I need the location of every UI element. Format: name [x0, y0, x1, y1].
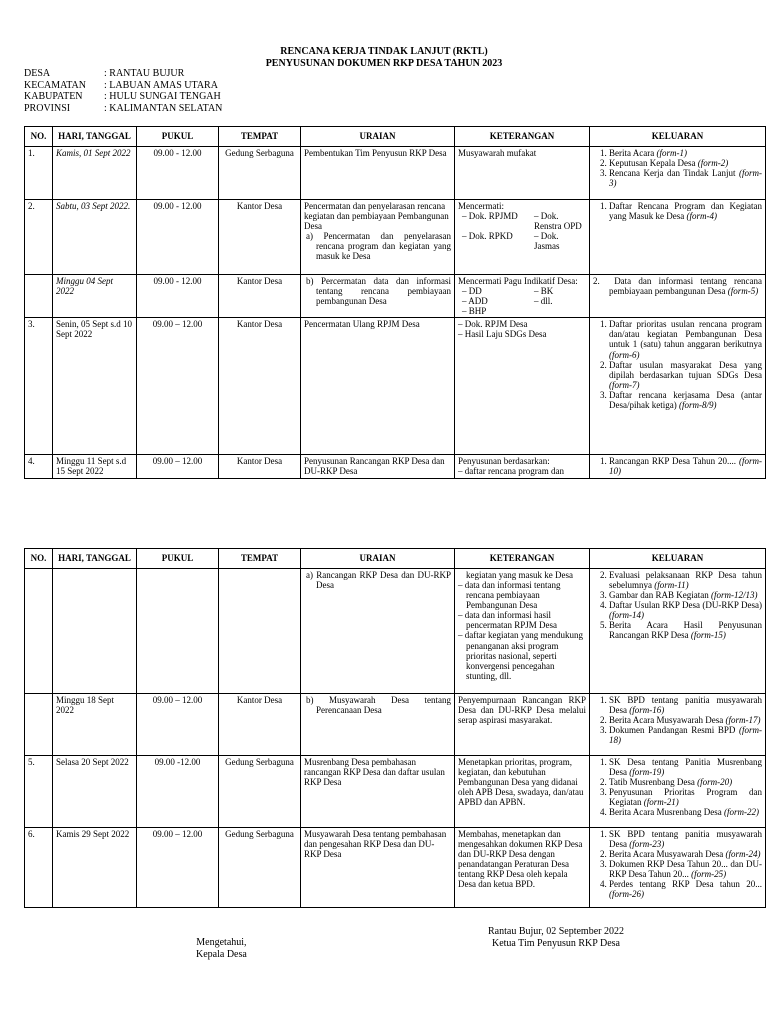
uraian-main: Pencermatan dan penyelarasan rencana kegiatan dan pembiayaan Pembangunan Desa [304, 201, 449, 232]
info-value: : KALIMANTAN SELATAN [104, 102, 223, 114]
keluaran-list [593, 829, 762, 900]
cell-keluaran [590, 828, 766, 908]
cell-tempat: Gedung Serbaguna [219, 828, 301, 908]
list-item: 1. SK BPD tentang panitia musyawarah Desa (form-16) [609, 695, 762, 715]
list-item: – daftar kegiatan yang mendukung penanganan aksi program prioritas nasional, seperti konvergensi pencegahan stunting, dll. [458, 630, 583, 681]
cell-no [25, 569, 53, 694]
document-title: RENCANA KERJA TINDAK LANJUT (RKTL) [280, 46, 488, 57]
uraian-sub: b) Percermatan data dan informasi tentang rencana pembiayaan pembangunan Desa [306, 276, 451, 307]
keterangan-list [458, 580, 586, 681]
keterangan-list [458, 319, 586, 339]
list-item: 2. Tatib Musrenbang Desa (form-20) [609, 777, 762, 787]
cell-no [25, 694, 53, 756]
list-item: 1. Rancangan RKP Desa Tahun 20.... (form-10) [609, 456, 762, 476]
header-pukul: PUKUL [137, 549, 219, 569]
header-uraian: URAIAN [301, 549, 455, 569]
list-item: 4. Perdes tentang RKP Desa tahun 20... (form-26) [609, 879, 762, 899]
cell-keluaran [590, 318, 766, 455]
header-hari-tanggal: HARI, TANGGAL [53, 127, 137, 147]
list-item: – data dan informasi tentang rencana pembiayaan Pembangunan Desa [458, 580, 561, 611]
cell-uraian: Pencermatan Ulang RPJM Desa [301, 318, 455, 455]
list-item: 2. Berita Acara Musyawarah Desa (form-24) [609, 849, 762, 859]
cell-pukul: 09.00 – 12.00 [137, 455, 219, 479]
cell-uraian: Musyawarah Desa tentang pembahasan dan pengesahan RKP Desa dan DU-RKP Desa [301, 828, 455, 908]
cell-keterangan [455, 318, 590, 455]
cell-tempat: Kantor Desa [219, 455, 301, 479]
info-label: KABUPATEN [24, 91, 83, 102]
cell-no: 6. [25, 828, 53, 908]
cell-keluaran [590, 694, 766, 756]
header-pukul: PUKUL [137, 127, 219, 147]
cell-tempat: Kantor Desa [219, 200, 301, 275]
cell-uraian: Pembentukan Tim Penyusun RKP Desa [301, 147, 455, 200]
keterangan-item: – dll. [534, 296, 553, 307]
cell-tempat: Kantor Desa [219, 275, 301, 318]
table-header-row [25, 127, 766, 147]
cell-tempat: Kantor Desa [219, 694, 301, 756]
cell-tempat [219, 569, 301, 694]
keterangan-item: kegiatan yang masuk ke Desa [466, 570, 573, 580]
cell-uraian [301, 200, 455, 275]
info-row-provinsi [24, 103, 222, 115]
list-item: 3. Rencana Kerja dan Tindak Lanjut (form-3) [609, 168, 762, 188]
cell-keterangan [455, 569, 590, 694]
cell-keluaran [590, 200, 766, 275]
keterangan-grid [458, 286, 586, 316]
list-item: 1. Daftar Rencana Program dan Kegiatan yang Masuk ke Desa (form-4) [609, 201, 762, 221]
table-row [25, 455, 766, 479]
signature-label: Mengetahui, [196, 937, 247, 948]
rktl-table-part-2 [24, 548, 766, 908]
info-row-kabupaten [24, 91, 222, 103]
signature-role: Kepala Desa [196, 948, 247, 960]
header-keterangan: KETERANGAN [455, 549, 590, 569]
header-keluaran: KELUARAN [590, 127, 766, 147]
cell-tempat: Gedung Serbaguna [219, 756, 301, 828]
cell-no: 5. [25, 756, 53, 828]
keterangan-grid [458, 211, 586, 251]
cell-hari: Sabtu, 03 Sept 2022. [53, 200, 137, 275]
cell-no: 4. [25, 455, 53, 479]
cell-uraian: Penyusunan Rancangan RKP Desa dan DU-RKP Desa [301, 455, 455, 479]
info-value: : RANTAU BUJUR [104, 68, 185, 79]
cell-keluaran [590, 147, 766, 200]
table-row [25, 756, 766, 828]
table-row [25, 318, 766, 455]
keterangan-head: Mencermati: [458, 201, 504, 211]
cell-hari: Kamis, 01 Sept 2022 [53, 147, 137, 200]
list-item: 5. Berita Acara Hasil Penyusunan Rancangan RKP Desa (form-15) [609, 620, 762, 640]
cell-pukul: 09.00 – 12.00 [137, 318, 219, 455]
cell-hari: Selasa 20 Sept 2022 [53, 756, 137, 828]
signature-role: Ketua Tim Penyusun RKP Desa [491, 937, 620, 949]
list-item: 2. Evaluasi pelaksanaan RKP Desa tahun sebelumnya (form-11) [609, 570, 762, 590]
cell-uraian: Musrenbang Desa pembahasan rancangan RKP Desa dan daftar usulan RKP Desa [301, 756, 455, 828]
keterangan-item: – Dok. RPKD [462, 231, 513, 242]
keluaran-list [593, 319, 762, 410]
cell-uraian [301, 275, 455, 318]
cell-keterangan: Penyempurnaan Rancangan RKP Desa dan DU-RKP Desa melalui serap aspirasi masyarakat. [455, 694, 590, 756]
info-label: DESA [24, 68, 51, 79]
table-row [25, 200, 766, 275]
cell-pukul: 09.00 - 12.00 [137, 147, 219, 200]
document-subtitle: PENYUSUNAN DOKUMEN RKP DESA TAHUN 2023 [265, 58, 503, 69]
signature-kepala-desa [196, 937, 247, 960]
cell-hari: Minggu 18 Sept 2022 [53, 694, 137, 756]
list-item: – Dok. RPJM Desa [458, 319, 528, 330]
cell-keluaran [590, 569, 766, 694]
list-item: 4. Berita Acara Musrenbang Desa (form-22) [609, 807, 762, 817]
table-row [25, 569, 766, 694]
cell-keterangan [455, 200, 590, 275]
rktl-table-part-1 [24, 126, 766, 479]
list-item: 2. Daftar usulan masyarakat Desa yang dipilah berdasarkan tujuan SDGs Desa (form-7) [609, 360, 762, 390]
list-item: 3. Penyusunan Prioritas Program dan Kegiatan (form-21) [609, 787, 762, 807]
cell-uraian [301, 569, 455, 694]
cell-hari: Minggu 04 Sept 2022 [53, 275, 137, 318]
cell-pukul: 09.00 – 12.00 [137, 828, 219, 908]
keterangan-item: – ADD [462, 296, 488, 307]
table-row [25, 275, 766, 318]
cell-tempat: Gedung Serbaguna [219, 147, 301, 200]
info-value: : HULU SUNGAI TENGAH [104, 91, 221, 102]
uraian-sub: b) Musyawarah Desa tentang Perencanaan Desa [306, 695, 451, 716]
header-uraian: URAIAN [301, 127, 455, 147]
village-info [24, 68, 222, 114]
signature-ketua-tim [488, 926, 624, 949]
header-tempat: TEMPAT [219, 549, 301, 569]
list-item: 1. SK Desa tentang Panitia Musrenbang Desa (form-19) [609, 757, 762, 777]
cell-no: 3. [25, 318, 53, 455]
cell-keterangan: Menetapkan prioritas, program, kegiatan, dan kebutuhan Pembangunan Desa yang didanai oleh APB Desa, swadaya, dan/atau APBD dan APBN. [455, 756, 590, 828]
keterangan-item: – BK [534, 286, 554, 297]
list-item: 3. Dokumen Pandangan Resmi BPD (form-18) [609, 725, 762, 745]
header-hari-tanggal: HARI, TANGGAL [53, 549, 137, 569]
keluaran-item: 2. Data dan informasi tentang rencana pembiayaan pembangunan Desa (form-5) [593, 276, 762, 297]
list-item: 1. Berita Acara (form-1) [609, 148, 762, 158]
cell-keluaran [590, 275, 766, 318]
cell-keluaran [590, 756, 766, 828]
info-label: PROVINSI [24, 102, 71, 114]
cell-uraian [301, 694, 455, 756]
info-row-kecamatan [24, 80, 222, 92]
cell-pukul: 09.00 - 12.00 [137, 200, 219, 275]
cell-hari: Minggu 11 Sept s.d 15 Sept 2022 [53, 455, 137, 479]
list-item: 4. Daftar Usulan RKP Desa (DU-RKP Desa) (form-14) [609, 600, 762, 620]
cell-keterangan [455, 275, 590, 318]
list-item: 2. Berita Acara Musyawarah Desa (form-17) [609, 715, 762, 725]
list-item: 3. Gambar dan RAB Kegiatan (form-12/13) [609, 590, 762, 600]
table-header-row [25, 549, 766, 569]
cell-pukul: 09.00 -12.00 [137, 756, 219, 828]
list-item: 2. Keputusan Kepala Desa (form-2) [609, 158, 762, 168]
cell-no: 2. [25, 200, 53, 275]
list-item: 3. Dokumen RKP Desa Tahun 20... dan DU-RKP Desa Tahun 20... (form-25) [609, 859, 762, 879]
table-row [25, 147, 766, 200]
info-label: KECAMATAN [24, 79, 86, 91]
keluaran-list [593, 570, 762, 641]
cell-keterangan [455, 455, 590, 479]
keterangan-head: Mencermati Pagu Indikatif Desa: [458, 276, 578, 286]
list-item: – Hasil Laju SDGs Desa [458, 329, 547, 340]
cell-keterangan: Membahas, menetapkan dan mengesahkan dokumen RKP Desa dan DU-RKP Desa dengan penandatangan Peraturan Desa tentang RKP Desa oleh kepala Desa dan ketua BPD. [455, 828, 590, 908]
keluaran-list [593, 695, 762, 745]
keterangan-item: – DD [462, 286, 482, 297]
header-no: NO. [25, 549, 53, 569]
header-keterangan: KETERANGAN [455, 127, 590, 147]
keterangan-item: – BHP [462, 306, 487, 317]
cell-hari [53, 569, 137, 694]
cell-no [25, 275, 53, 318]
cell-keluaran [590, 455, 766, 479]
header-no: NO. [25, 127, 53, 147]
cell-no: 1. [25, 147, 53, 200]
keterangan-item: – Dok. Renstra OPD [534, 211, 582, 232]
cell-pukul: 09.00 – 12.00 [137, 694, 219, 756]
cell-hari: Senin, 05 Sept s.d 10 Sept 2022 [53, 318, 137, 455]
keterangan-head: Penyusunan berdasarkan: [458, 456, 550, 467]
list-item: – data dan informasi hasil pencermatan RPJM Desa [458, 610, 557, 631]
header-tempat: TEMPAT [219, 127, 301, 147]
list-item: 3. Daftar rencana kerjasama Desa (antar Desa/pihak ketiga) (form-8/9) [609, 390, 762, 410]
info-value: : LABUAN AMAS UTARA [104, 79, 218, 91]
header-keluaran: KELUARAN [590, 549, 766, 569]
cell-keterangan: Musyawarah mufakat [455, 147, 590, 200]
info-row-desa [24, 68, 222, 80]
cell-pukul: 09.00 - 12.00 [137, 275, 219, 318]
cell-pukul [137, 569, 219, 694]
table-row [25, 694, 766, 756]
keterangan-item: – daftar rencana program dan [458, 466, 564, 477]
table-row [25, 828, 766, 908]
signature-place-date: Rantau Bujur, 02 September 2022 [488, 926, 624, 937]
list-item: 1. Daftar prioritas usulan rencana program dan/atau kegiatan Pembangunan Desa untuk 1 (satu) tahun anggaran berikutnya (form-6) [609, 319, 762, 359]
keterangan-item: – Dok. RPJMD [462, 211, 518, 222]
keluaran-list [593, 757, 762, 817]
keluaran-list [593, 201, 762, 221]
uraian-sub: a) Pencermatan dan penyelarasan rencana program dan kegiatan yang masuk ke Desa [306, 231, 451, 262]
cell-tempat: Kantor Desa [219, 318, 301, 455]
cell-hari: Kamis 29 Sept 2022 [53, 828, 137, 908]
keterangan-item: – Dok. Jasmas [534, 231, 560, 252]
keluaran-list [593, 456, 762, 476]
list-item: 1. SK BPD tentang panitia musyawarah Desa (form-23) [609, 829, 762, 849]
uraian-sub: a) Rancangan RKP Desa dan DU-RKP Desa [306, 570, 451, 591]
keluaran-list [593, 148, 762, 188]
